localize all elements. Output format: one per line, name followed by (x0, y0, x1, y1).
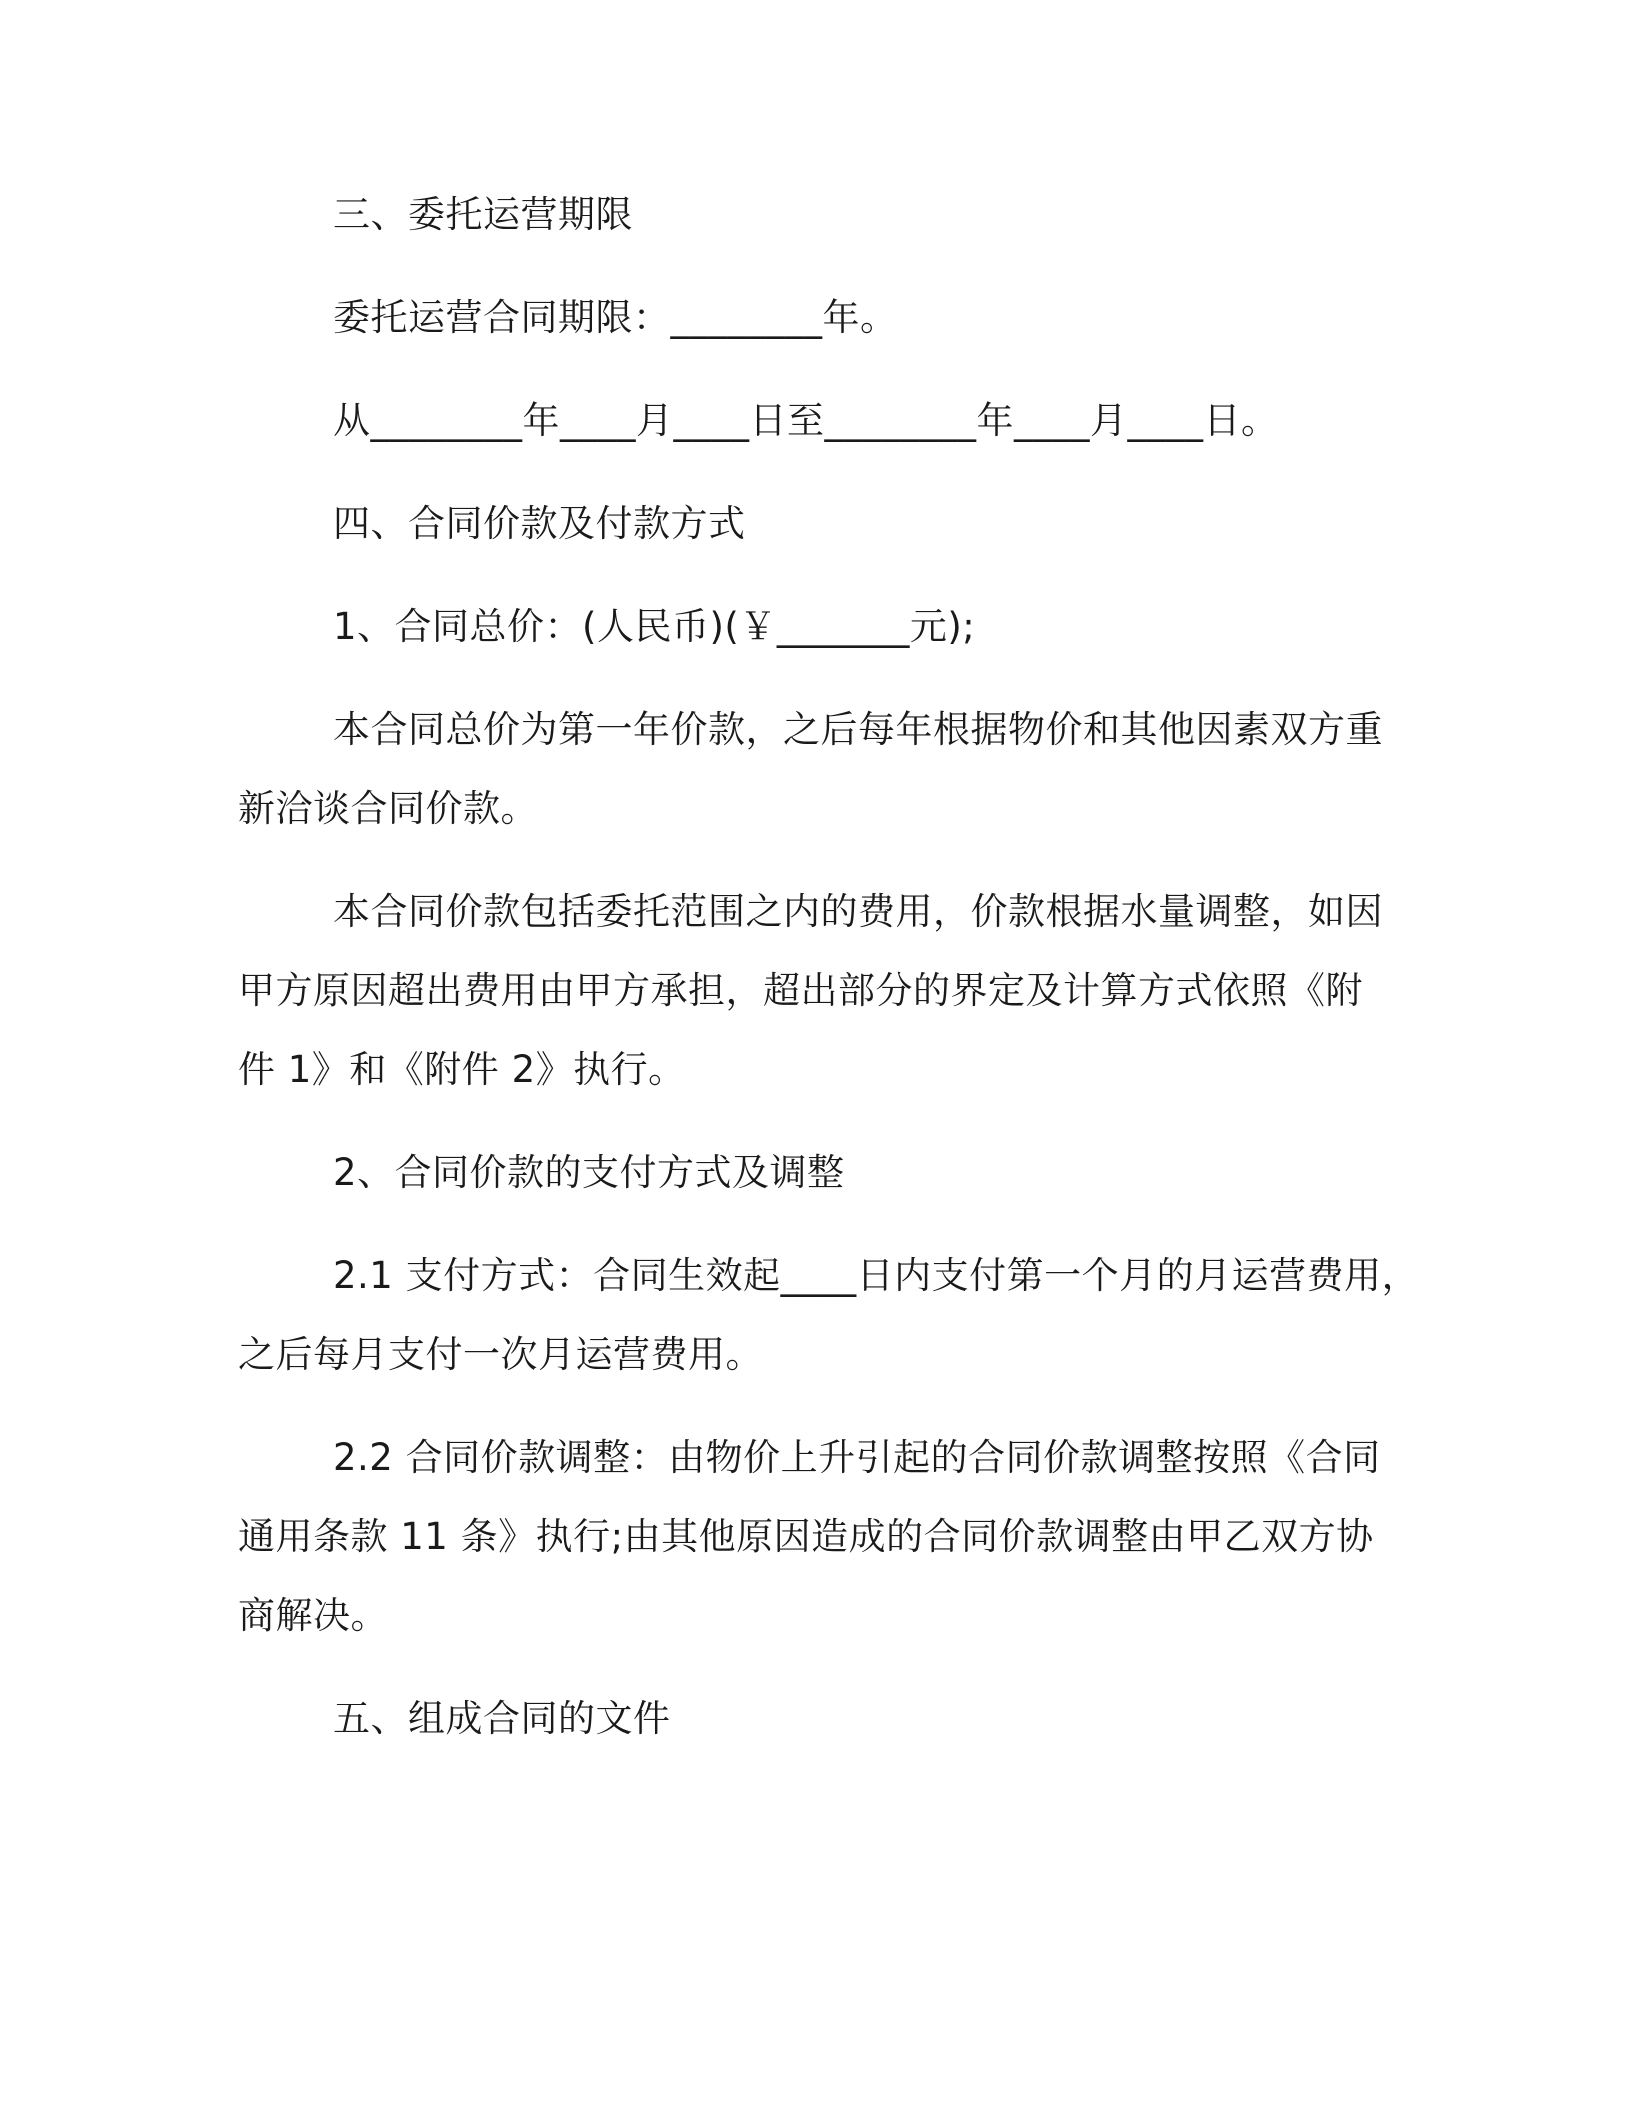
paragraph-line: 新洽谈合同价款。 (238, 787, 538, 830)
contract-period-dates: 从________年____月____日至________年____月____日。 (333, 399, 1279, 442)
contract-term: 委托运营合同期限：________年。 (333, 296, 898, 339)
payment-method-heading: 2、合同价款的支付方式及调整 (333, 1151, 845, 1194)
paragraph-line: 件 1》和《附件 2》执行。 (238, 1048, 686, 1091)
paragraph-line: 2.2 合同价款调整：由物价上升引起的合同价款调整按照《合同 (333, 1436, 1381, 1479)
paragraph-line: 商解决。 (238, 1594, 388, 1637)
section-4-heading: 四、合同价款及付款方式 (333, 502, 746, 545)
section-5-heading: 五、组成合同的文件 (333, 1697, 671, 1740)
total-price-line: 1、合同总价：(人民币)(￥_______元); (333, 605, 976, 648)
section-3-heading: 三、委托运营期限 (333, 193, 633, 236)
paragraph-line: 2.1 支付方式：合同生效起____日内支付第一个月的月运营费用， (333, 1254, 1420, 1297)
paragraph-line: 通用条款 11 条》执行;由其他原因造成的合同价款调整由甲乙双方协 (238, 1515, 1374, 1558)
paragraph-line: 本合同总价为第一年价款，之后每年根据物价和其他因素双方重 (333, 708, 1383, 751)
paragraph-line: 之后每月支付一次月运营费用。 (238, 1333, 763, 1376)
paragraph-line: 甲方原因超出费用由甲方承担，超出部分的界定及计算方式依照《附 (238, 969, 1363, 1012)
paragraph-line: 本合同价款包括委托范围之内的费用，价款根据水量调整，如因 (333, 890, 1383, 933)
